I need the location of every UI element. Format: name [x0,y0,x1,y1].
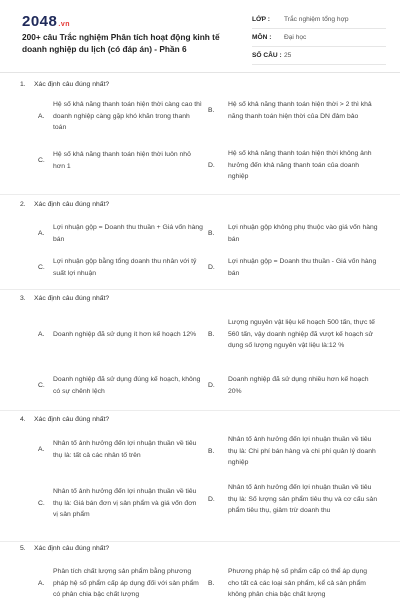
question-4 [20,416,382,541]
option-b[interactable] [208,99,378,122]
document-title: 200+ câu Trắc nghiệm Phân tích hoạt động kinh tế doanh nghiệp du lịch (có đáp án) - Phần 6 [22,32,220,54]
option-text: Hệ số khả năng thanh toán hiện thời không ảnh hưởng đến khả năng thanh toán của doanh nghiệp [228,150,372,180]
option-text: Doanh nghiệp đã sử dụng nhiều hơn kế hoạch 20% [228,376,369,395]
question-3 [20,295,382,405]
question-text [20,201,109,208]
option-letter: B. [208,330,215,338]
meta-value: 25 [284,52,292,59]
option-text: Phân tích chất lượng sản phẩm bằng phương pháp hệ số phẩm cấp áp dụng đối với sản phẩm có phân chia bậc chất lượng [53,568,199,598]
option-letter: C. [38,264,45,271]
question-number: 1. [20,81,26,88]
option-c[interactable] [20,486,203,521]
site-logo[interactable] [22,13,70,30]
option-a[interactable] [20,438,203,461]
option-text: Hệ số khả năng thanh toán hiện thời > 2 thì khả năng thanh toán hiện thời của DN đảm bảo [228,101,372,120]
option-a[interactable] [20,99,203,134]
logo-text: 2048 [22,13,58,30]
question-prompt: Xác định câu đúng nhất? [34,295,110,302]
option-text: Doanh nghiệp đã sử dụng ít hơn kế hoạch 12% [53,331,197,338]
question-number: 3. [20,295,26,302]
option-letter: D. [208,382,215,389]
option-letter: B. [208,447,215,455]
option-text: Hệ số khả năng thanh toán hiện thời càng cao thì doanh nghiệp càng gặp khó khăn trong thanh toán [53,101,202,131]
question-prompt: Xác định câu đúng nhất? [34,201,110,208]
option-letter: A. [38,331,45,339]
option-text: Phương pháp hệ số phẩm cấp có thể áp dụng cho tất cả các loại sản phẩm, kể cả sản phẩm không phân chia bậc chất lượng [228,568,368,598]
option-a[interactable] [20,566,203,600]
option-letter: C. [38,382,45,389]
option-letter: B. [208,579,215,587]
option-text: Lợi nhuận gộp = Doanh thu thuần + Giá vốn hàng bán [53,224,203,243]
meta-value: Đại học [284,34,307,41]
option-letter: C. [38,499,45,507]
question-5 [20,545,382,600]
option-c[interactable] [20,256,203,279]
meta-key: SỐ CÂU : [252,52,282,59]
option-c[interactable] [20,149,203,172]
option-text: Nhân tố ảnh hưởng đến lợi nhuận thuần về tiêu thụ là: Giá bán đơn vị sản phẩm và giá vốn đơn vị sản phẩm [53,488,197,518]
question-text [20,295,109,302]
question-number: 2. [20,201,26,208]
option-b[interactable] [208,317,378,352]
option-letter: B. [208,230,215,237]
divider [0,194,400,195]
option-text: Lợi nhuận gộp = Doanh thu thuần - Giá vốn hàng bán [228,258,377,277]
question-1 [20,81,382,191]
meta-key: LỚP : [252,16,270,23]
option-d[interactable] [208,482,378,517]
option-d[interactable] [208,374,378,397]
option-a[interactable] [20,222,203,245]
option-d[interactable] [208,148,378,183]
question-number: 5. [20,545,26,552]
question-text [20,81,109,88]
question-text [20,416,109,423]
question-prompt: Xác định câu đúng nhất? [34,81,110,88]
option-letter: C. [38,157,45,164]
meta-value: Trắc nghiệm tổng hợp [284,16,349,23]
document-meta [252,11,386,65]
meta-key: MÔN : [252,34,272,41]
option-text: Lợi nhuận gộp bằng tổng doanh thu nhân với tỷ suất lợi nhuận [53,258,197,277]
option-letter: D. [208,264,215,271]
page-header [0,0,400,73]
divider [0,410,400,411]
option-b[interactable] [208,222,378,245]
option-c[interactable] [20,374,203,397]
option-text: Lợi nhuận gộp không phụ thuộc vào giá vốn hàng bán [228,224,378,243]
option-text: Doanh nghiệp đã sử dụng đúng kế hoạch, không có sự chênh lệch [53,376,201,395]
option-text: Nhân tố ảnh hưởng đến lợi nhuận thuần về tiêu thụ là: Chi phí bán hàng và chi phí quản lý doanh nghiệp [228,436,376,466]
question-number: 4. [20,416,26,423]
option-text: Lượng nguyên vật liệu kế hoạch 500 tấn, thực tế 560 tấn, vậy doanh nghiệp đã vượt kế hoạch sử dụng số lượng nguyên vật liệu là:12 % [228,319,375,349]
option-letter: A. [38,230,45,237]
question-prompt: Xác định câu đúng nhất? [34,545,110,552]
question-prompt: Xác định câu đúng nhất? [34,416,110,423]
option-letter: D. [208,161,215,169]
option-d[interactable] [208,256,378,279]
option-letter: D. [208,495,215,503]
option-letter: A. [38,112,45,120]
meta-row-class [252,11,386,29]
option-b[interactable] [208,566,378,600]
meta-row-subject [252,29,386,47]
option-text: Hệ số khả năng thanh toán hiện thời luôn nhỏ hơn 1 [53,151,191,170]
option-letter: A. [38,579,45,587]
option-a[interactable] [20,329,203,341]
divider [0,541,400,542]
question-2 [20,201,382,286]
logo-suffix: .vn [58,21,70,28]
option-text: Nhân tố ảnh hưởng đến lợi nhuận thuần về tiêu thụ là: tất cả các nhân tố trên [53,440,197,459]
divider [0,289,400,290]
option-letter: B. [208,107,215,114]
option-letter: A. [38,446,45,453]
meta-row-count [252,47,386,65]
option-text: Nhân tố ảnh hưởng đến lợi nhuận thuần về tiêu thụ là: Số lượng sản phẩm tiêu thụ và cơ cấu sản phẩm tiêu thụ, giảm trừ doanh thu [228,484,378,514]
question-text [20,545,109,552]
option-b[interactable] [208,434,378,469]
